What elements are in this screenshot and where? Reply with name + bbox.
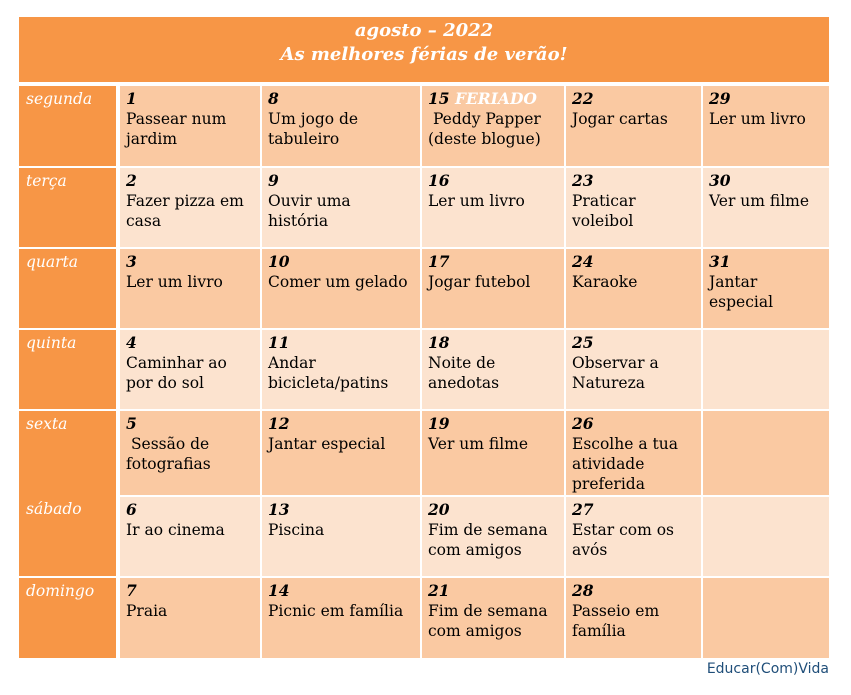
day-number: 13 <box>268 499 290 519</box>
calendar-row-domingo <box>19 577 829 658</box>
day-number: 20 <box>428 499 450 519</box>
activity-text: Um jogo de tabuleiro <box>268 110 359 148</box>
day-number: 7 <box>126 580 137 600</box>
calendar-cell <box>261 167 421 248</box>
calendar-cell <box>261 410 421 496</box>
calendar-cell <box>421 329 565 410</box>
activity-text: Fazer pizza em casa <box>126 191 244 230</box>
calendar-cell <box>421 167 565 248</box>
day-number-value: 15 <box>428 89 450 108</box>
day-number: 21 <box>428 580 450 600</box>
weekday-label: domingo <box>19 577 118 658</box>
weekday-label: sexta <box>19 410 118 496</box>
activity-text: Observar a Natureza <box>572 353 659 392</box>
day-number: 16 <box>428 170 450 190</box>
calendar-cell <box>565 577 702 658</box>
activity-text: Karaoke <box>572 272 638 291</box>
calendar-cell <box>261 86 421 167</box>
weekday-label: quarta <box>19 248 118 329</box>
weekday-label: quinta <box>19 329 118 410</box>
calendar-header <box>19 17 829 82</box>
day-number: 11 <box>268 332 290 352</box>
calendar-cell <box>118 167 261 248</box>
holiday-label: FERIADO <box>454 89 537 108</box>
day-number: 24 <box>572 251 594 271</box>
day-number: 14 <box>268 580 290 600</box>
day-number <box>428 89 558 109</box>
calendar-cell <box>565 410 702 496</box>
activity-text: Piscina <box>268 520 325 539</box>
calendar-cell <box>421 496 565 577</box>
activity-text: Picnic em família <box>268 601 404 620</box>
calendar-cell <box>421 248 565 329</box>
day-number: 5 <box>126 413 137 433</box>
calendar-row-sexta <box>19 410 829 496</box>
calendar-row-terca <box>19 167 829 248</box>
day-number: 25 <box>572 332 594 352</box>
weekday-label: sábado <box>19 496 118 577</box>
calendar-row-quarta <box>19 248 829 329</box>
calendar-cell <box>421 410 565 496</box>
calendar-cell-empty <box>702 577 829 658</box>
activity-text: Peddy Papper (deste blogue) <box>428 110 546 148</box>
day-number: 31 <box>709 251 731 271</box>
day-number: 3 <box>126 251 137 271</box>
day-number: 2 <box>126 170 137 190</box>
calendar-row-segunda <box>19 86 829 167</box>
calendar-cell <box>118 577 261 658</box>
calendar-cell <box>118 86 261 167</box>
activity-text: Noite de anedotas <box>428 353 500 392</box>
day-number: 9 <box>268 170 279 190</box>
activity-text: Comer um gelado <box>268 272 408 291</box>
calendar-cell <box>261 248 421 329</box>
activity-text: Fim de semana com amigos <box>428 601 548 640</box>
calendar-month-title: agosto – 2022 <box>354 20 494 41</box>
day-number: 26 <box>572 413 594 433</box>
calendar-cell <box>565 329 702 410</box>
calendar-cell <box>702 86 829 167</box>
calendar-cell <box>702 248 829 329</box>
activity-text: Sessão de fotografias <box>126 434 215 473</box>
calendar-cell-empty <box>702 496 829 577</box>
day-number: 22 <box>572 89 594 108</box>
calendar-cell <box>261 577 421 658</box>
activity-text: Jantar especial <box>709 272 774 311</box>
calendar-cell <box>118 496 261 577</box>
day-number: 23 <box>572 170 594 190</box>
activity-text: Ver um filme <box>709 191 810 210</box>
day-number: 30 <box>709 170 731 190</box>
activity-text: Ir ao cinema <box>126 520 225 539</box>
activity-text: Escolhe a tua atividade preferida <box>572 434 678 493</box>
activity-text: Ver um filme <box>428 434 529 453</box>
calendar-cell-empty <box>702 410 829 496</box>
day-number: 18 <box>428 332 450 352</box>
activity-text: Caminhar ao por do sol <box>126 353 227 392</box>
calendar-cell <box>421 86 565 167</box>
day-number: 27 <box>572 499 594 519</box>
day-number: 1 <box>126 89 137 108</box>
weekday-label: segunda <box>19 86 118 167</box>
calendar-cell <box>118 329 261 410</box>
activity-text: Passear num jardim <box>126 110 227 148</box>
credit-watermark: Educar(Com)Vida <box>706 661 829 677</box>
activity-text: Ler um livro <box>709 110 806 128</box>
calendar-row-sabado <box>19 496 829 577</box>
day-number: 10 <box>268 251 290 271</box>
activity-text: Andar bicicleta/patins <box>268 353 389 392</box>
calendar-cell <box>565 167 702 248</box>
day-number: 17 <box>428 251 450 271</box>
calendar-cell <box>261 496 421 577</box>
activity-text: Ouvir uma história <box>268 191 351 230</box>
calendar-subtitle: As melhores férias de verão! <box>280 44 568 65</box>
activity-text: Passeio em família <box>572 601 660 640</box>
weekday-label: terça <box>19 167 118 248</box>
calendar-cell <box>702 167 829 248</box>
day-number: 12 <box>268 413 290 433</box>
day-number: 8 <box>268 89 279 108</box>
day-number: 28 <box>572 580 594 600</box>
calendar-cell <box>118 248 261 329</box>
activity-text: Fim de semana com amigos <box>428 520 548 559</box>
calendar-cell <box>565 86 702 167</box>
day-number: 29 <box>709 89 731 108</box>
calendar-cell <box>118 410 261 496</box>
activity-text: Ler um livro <box>126 272 223 291</box>
day-number: 4 <box>126 332 137 352</box>
calendar-cell <box>565 496 702 577</box>
calendar-table <box>19 86 829 658</box>
activity-text: Jantar especial <box>268 434 386 453</box>
calendar-cell <box>261 329 421 410</box>
activity-text: Jogar futebol <box>428 272 531 291</box>
activity-text: Praticar voleibol <box>572 191 636 230</box>
day-number: 19 <box>428 413 450 433</box>
calendar-cell-empty <box>702 329 829 410</box>
activity-text: Praia <box>126 601 168 620</box>
day-number: 6 <box>126 499 137 519</box>
activity-text: Jogar cartas <box>572 110 668 128</box>
activity-text: Estar com os avós <box>572 520 674 559</box>
calendar-cell <box>421 577 565 658</box>
calendar-cell <box>565 248 702 329</box>
calendar-row-quinta <box>19 329 829 410</box>
activity-text: Ler um livro <box>428 191 525 210</box>
